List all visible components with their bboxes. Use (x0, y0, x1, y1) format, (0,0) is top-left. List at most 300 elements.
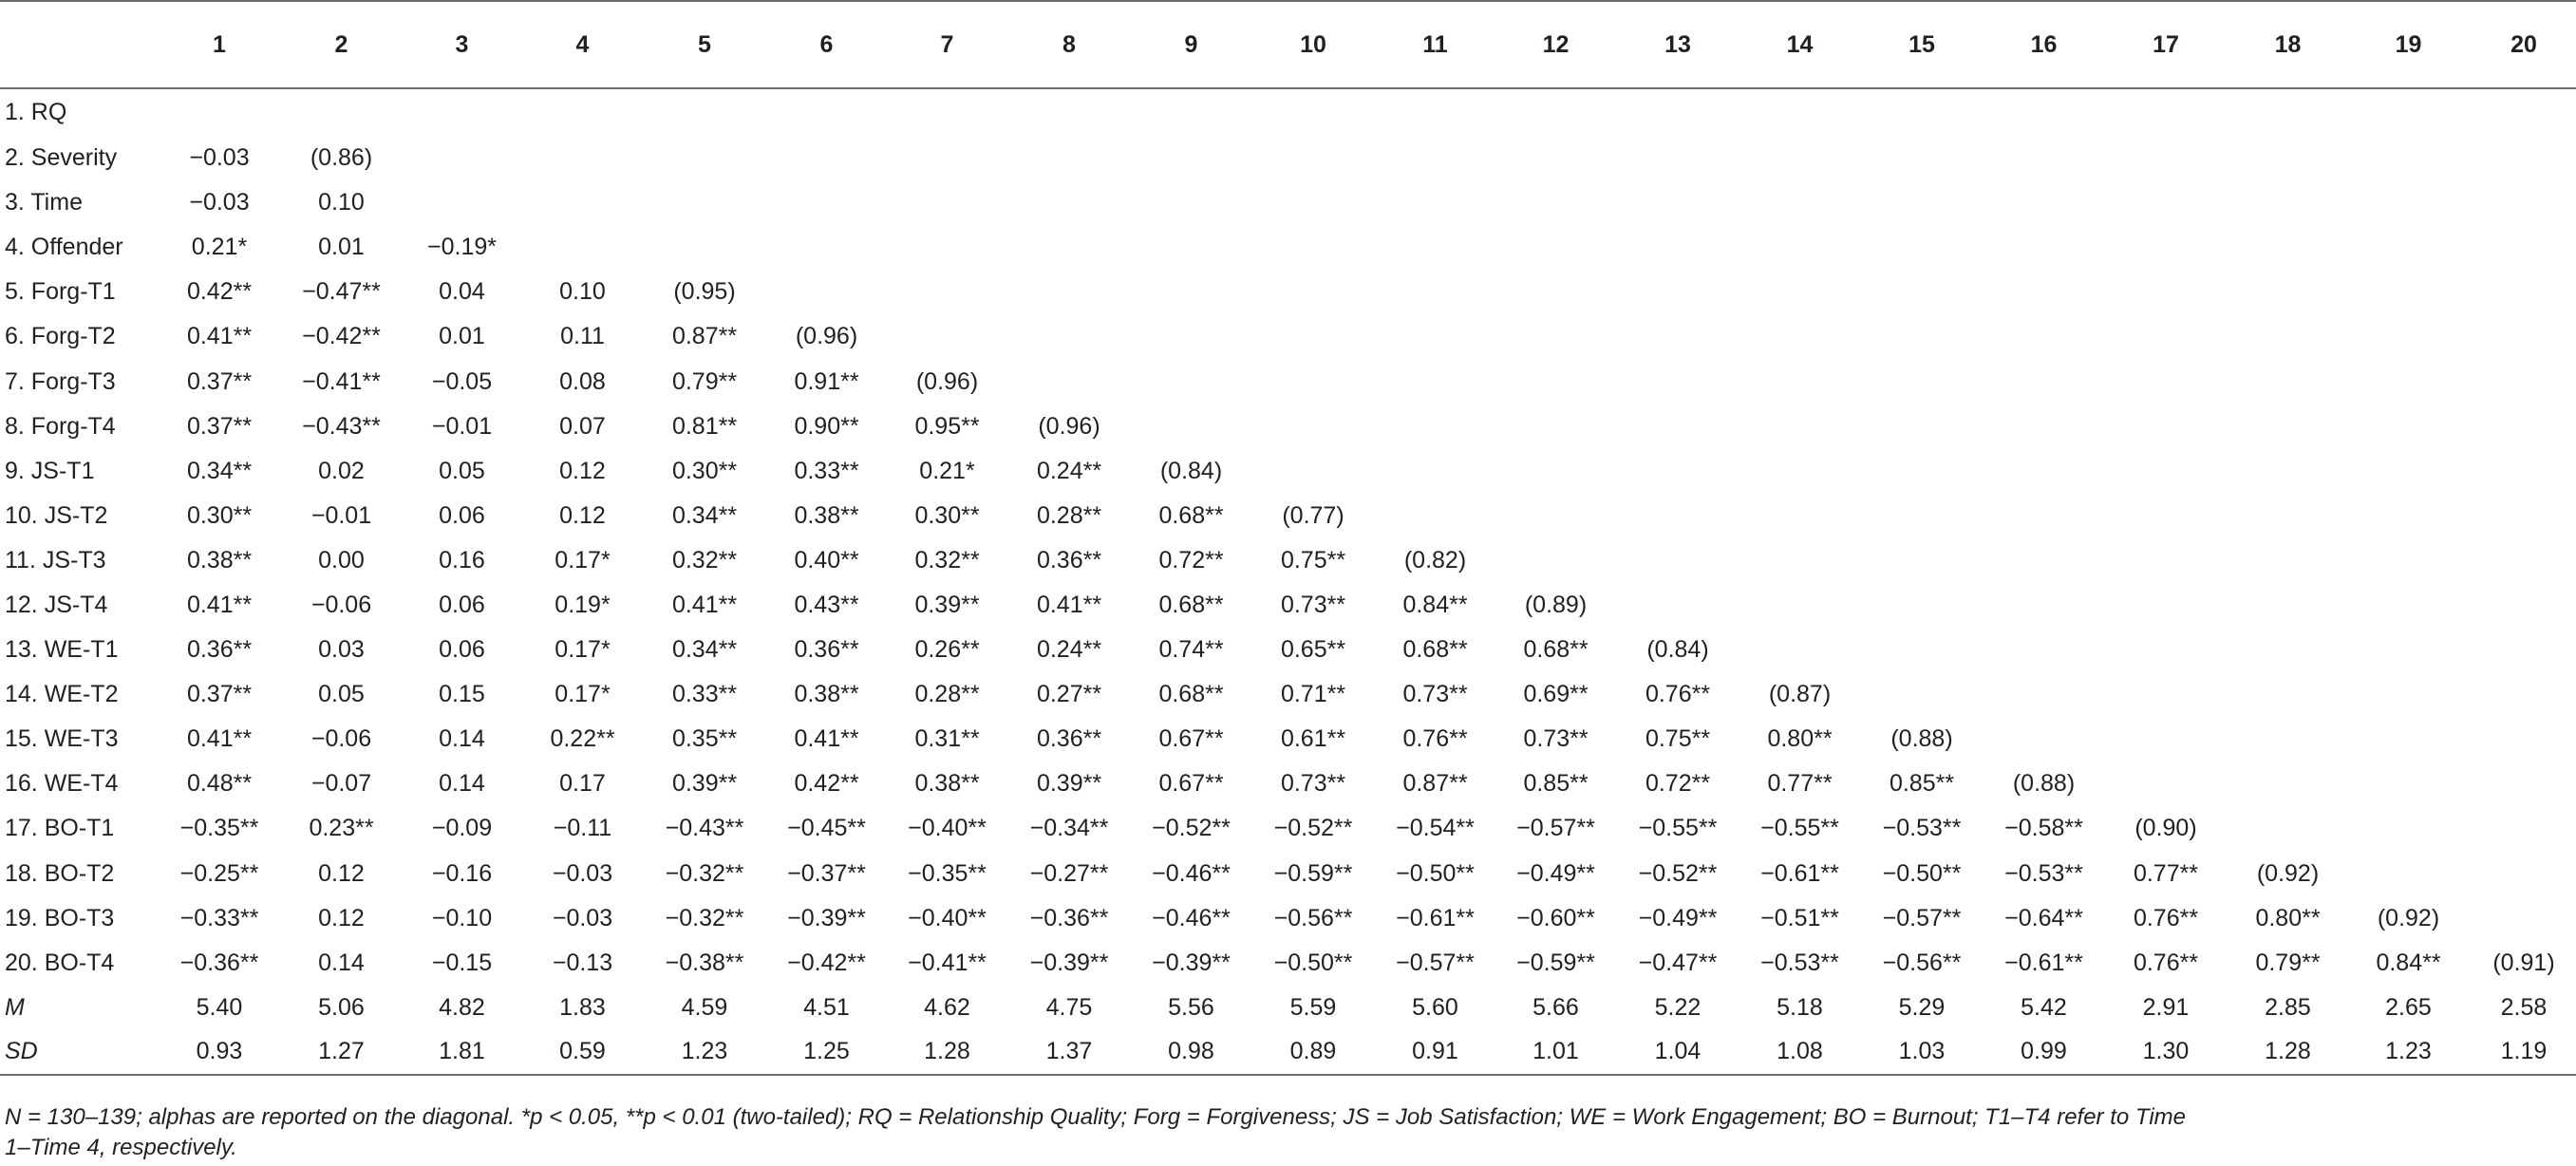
table-body (0, 88, 2576, 1075)
table-cell: (0.88) (1890, 725, 1953, 753)
table-cell: 0.14 (439, 725, 485, 753)
table-cell (1131, 136, 1251, 180)
column-header-7: 7 (887, 1, 1007, 88)
table-cell: 0.87** (671, 323, 738, 350)
table-cell: 5.66 (1532, 993, 1579, 1021)
table-cell: −0.39** (1152, 949, 1231, 976)
table-cell (2348, 672, 2469, 717)
column-header-18: 18 (2228, 1, 2348, 88)
table-row (0, 986, 2576, 1030)
table-cell (2228, 136, 2348, 180)
table-cell: (0.89) (1524, 591, 1588, 618)
table-cell (1375, 314, 1495, 359)
table-cell: 0.38** (794, 501, 859, 529)
table-cell: 0.24** (1036, 636, 1102, 664)
table-cell (1984, 717, 2104, 762)
table-cell: 0.98 (1131, 1030, 1251, 1075)
table-cell (1860, 136, 1984, 180)
table-cell: 0.68** (1158, 591, 1224, 618)
table-cell: 0.30** (914, 501, 980, 529)
table-cell: 5.22 (1654, 993, 1702, 1021)
table-cell (2348, 494, 2469, 538)
table-cell (766, 180, 887, 225)
table-cell: 2.58 (2500, 993, 2548, 1021)
table-cell: 5.60 (1412, 993, 1458, 1021)
table-cell (643, 136, 766, 180)
table-cell (1251, 404, 1375, 449)
column-header-19: 19 (2348, 1, 2469, 88)
table-cell: 0.39** (914, 591, 980, 618)
table-cell (2469, 88, 2576, 136)
table-cell: 0.42** (186, 278, 253, 306)
table-cell: 0.35** (671, 725, 738, 753)
table-cell (2228, 404, 2348, 449)
table-cell (1251, 136, 1375, 180)
row-label: 2. Severity (5, 144, 118, 172)
table-cell (2469, 180, 2576, 225)
table-row (0, 717, 2576, 762)
table-cell: 4.59 (681, 993, 728, 1021)
table-cell (1739, 136, 1860, 180)
table-cell (1616, 404, 1739, 449)
table-cell: 0.15 (439, 681, 485, 708)
table-cell (887, 225, 1007, 270)
table-cell (1375, 225, 1495, 270)
table-cell: 0.90** (794, 412, 859, 440)
table-cell: −0.61** (1396, 904, 1475, 931)
table-cell: −0.55** (1760, 815, 1839, 842)
table-cell (1616, 494, 1739, 538)
table-cell: −0.33** (179, 904, 259, 931)
table-cell (2228, 672, 2348, 717)
column-header-3: 3 (402, 1, 522, 88)
table-cell: −0.50** (1882, 859, 1962, 887)
table-cell: −0.50** (1273, 949, 1353, 976)
table-cell (2348, 762, 2469, 806)
table-cell: 0.67** (1158, 770, 1224, 798)
table-cell (2469, 314, 2576, 359)
table-cell: 5.06 (318, 993, 365, 1021)
table-cell: (0.84) (1646, 636, 1709, 664)
table-cell: 0.68** (1402, 636, 1468, 664)
column-header-15: 15 (1860, 1, 1984, 88)
table-cell: (0.92) (2256, 859, 2320, 887)
table-cell: 0.21* (191, 234, 248, 261)
table-cell: −0.34** (1029, 815, 1109, 842)
footnote-line-2: 1–Time 4, respectively. (5, 1135, 237, 1160)
table-cell (1739, 270, 1860, 314)
table-cell (2348, 852, 2469, 896)
table-cell: 0.06 (439, 636, 485, 664)
table-cell (1495, 494, 1616, 538)
table-cell (2228, 314, 2348, 359)
table-cell (1616, 583, 1739, 628)
table-cell: 0.34** (186, 457, 253, 484)
table-cell (2104, 136, 2228, 180)
row-label: 12. JS-T4 (5, 591, 108, 618)
table-cell: −0.52** (1152, 815, 1231, 842)
table-cell (1251, 180, 1375, 225)
table-cell (2228, 88, 2348, 136)
table-cell: 0.36** (186, 636, 253, 664)
table-cell: −0.61** (2004, 949, 2083, 976)
table-cell (1739, 449, 1860, 494)
table-cell: 1.81 (402, 1030, 522, 1075)
table-cell (1251, 270, 1375, 314)
table-cell (1495, 270, 1616, 314)
table-cell: 0.30** (186, 501, 253, 529)
table-cell (1984, 449, 2104, 494)
table-row (0, 494, 2576, 538)
table-cell: −0.55** (1638, 815, 1718, 842)
table-cell: (0.88) (2012, 770, 2076, 798)
table-row (0, 314, 2576, 359)
table-cell (2228, 806, 2348, 851)
table-cell: 0.67** (1158, 725, 1224, 753)
table-cell: 0.65** (1280, 636, 1346, 664)
table-row (0, 88, 2576, 136)
table-cell: 5.40 (196, 993, 243, 1021)
table-cell (2228, 494, 2348, 538)
table-cell: −0.56** (1882, 949, 1962, 976)
table-cell: −0.35** (908, 859, 987, 887)
table-cell (2104, 494, 2228, 538)
table-cell: −0.03 (552, 859, 613, 887)
table-row (0, 806, 2576, 851)
table-cell (1251, 225, 1375, 270)
table-cell: (0.95) (673, 278, 736, 306)
table-cell: −0.15 (431, 949, 493, 976)
table-cell (1007, 88, 1131, 136)
table-cell (2228, 762, 2348, 806)
table-cell (1131, 270, 1251, 314)
table-cell: 0.73** (1280, 591, 1346, 618)
table-cell: 0.76** (2133, 904, 2199, 931)
column-header-12: 12 (1495, 1, 1616, 88)
table-cell (1616, 136, 1739, 180)
table-cell: 0.28** (914, 681, 980, 708)
table-cell: −0.53** (2004, 859, 2083, 887)
table-cell: 0.14 (439, 770, 485, 798)
table-cell: −0.38** (665, 949, 744, 976)
table-cell: 0.12 (559, 457, 606, 484)
table-cell: −0.11 (553, 815, 612, 842)
table-cell: 0.10 (318, 189, 365, 216)
table-footnote (5, 1102, 2568, 1163)
row-label: 17. BO-T1 (5, 815, 115, 842)
table-cell: 0.91 (1375, 1030, 1495, 1075)
table-cell (1860, 494, 1984, 538)
table-cell (1860, 628, 1984, 672)
table-cell (2469, 538, 2576, 583)
table-cell: (0.91) (2492, 949, 2555, 976)
table-cell: (0.96) (795, 323, 858, 350)
row-label: 19. BO-T3 (5, 904, 115, 931)
row-label: 11. JS-T3 (5, 546, 106, 574)
table-cell: 0.05 (318, 681, 365, 708)
table-cell (1860, 180, 1984, 225)
table-cell (1984, 494, 2104, 538)
table-cell: 0.12 (318, 859, 365, 887)
table-cell (2469, 270, 2576, 314)
table-cell (402, 136, 522, 180)
table-cell (1616, 88, 1739, 136)
table-cell (2348, 270, 2469, 314)
table-cell: 1.23 (2348, 1030, 2469, 1075)
table-cell: 0.91** (794, 367, 859, 395)
table-cell (1007, 180, 1131, 225)
table-cell: 0.34** (671, 501, 738, 529)
table-cell (2348, 136, 2469, 180)
column-header-1: 1 (158, 1, 281, 88)
table-cell (2469, 628, 2576, 672)
table-cell: 0.33** (794, 457, 859, 484)
table-cell (1739, 180, 1860, 225)
table-cell: 0.24** (1036, 457, 1102, 484)
table-cell: 1.03 (1860, 1030, 1984, 1075)
table-cell (1984, 136, 2104, 180)
table-cell (1616, 225, 1739, 270)
table-row (0, 538, 2576, 583)
table-cell: −0.57** (1882, 904, 1962, 931)
table-cell (1984, 225, 2104, 270)
table-cell: 0.23** (309, 815, 374, 842)
table-cell (1007, 225, 1131, 270)
table-cell: 0.12 (559, 501, 606, 529)
table-cell (1375, 449, 1495, 494)
table-cell: (0.82) (1403, 546, 1467, 574)
table-cell: −0.57** (1516, 815, 1595, 842)
table-cell: 0.71** (1280, 681, 1346, 708)
table-cell (1984, 628, 2104, 672)
table-cell: 0.80** (2255, 904, 2321, 931)
table-cell: 0.41** (186, 323, 253, 350)
table-cell (766, 225, 887, 270)
table-cell (2469, 225, 2576, 270)
table-cell (2348, 359, 2469, 404)
table-cell (2104, 583, 2228, 628)
footnote-line-1: N = 130–139; alphas are reported on the diagonal. *p < 0.05, **p < 0.01 (two-tailed); RQ = Relationship Quality; Forg = Forgiveness; JS = Job Satisfaction; WE = Work Engagement; BO = Burnout; T1–T4 refer to Time (5, 1104, 2187, 1130)
table-cell: (0.86) (310, 144, 373, 172)
table-cell (2469, 896, 2576, 941)
table-cell: 2.65 (2385, 993, 2432, 1021)
table-cell (1495, 449, 1616, 494)
table-cell (1007, 270, 1131, 314)
table-cell: 0.37** (186, 681, 253, 708)
table-cell: −0.56** (1273, 904, 1353, 931)
table-cell: −0.32** (665, 859, 744, 887)
table-cell: 0.17* (555, 636, 611, 664)
row-label: 9. JS-T1 (5, 457, 95, 484)
table-row (0, 1030, 2576, 1075)
table-cell: 0.38** (794, 681, 859, 708)
column-header-9: 9 (1131, 1, 1251, 88)
table-cell: 0.43** (794, 591, 859, 618)
table-row (0, 359, 2576, 404)
table-cell: 0.17* (555, 546, 611, 574)
table-cell: 0.95** (914, 412, 980, 440)
table-cell (522, 225, 643, 270)
table-cell (1739, 88, 1860, 136)
table-cell: −0.35** (179, 815, 259, 842)
table-cell: 0.27** (1036, 681, 1102, 708)
table-cell (522, 180, 643, 225)
column-header-4: 4 (522, 1, 643, 88)
table-cell: 1.27 (281, 1030, 402, 1075)
table-cell: 0.41** (186, 725, 253, 753)
table-cell: 0.19* (555, 591, 611, 618)
table-cell: 0.01 (439, 323, 485, 350)
table-cell: −0.19* (427, 234, 497, 261)
table-cell (1251, 359, 1375, 404)
table-cell: −0.39** (1029, 949, 1109, 976)
table-cell: −0.47** (1638, 949, 1718, 976)
table-cell (1375, 404, 1495, 449)
table-cell: −0.27** (1029, 859, 1109, 887)
column-header-2: 2 (281, 1, 402, 88)
table-cell: 0.77** (1767, 770, 1833, 798)
table-cell: 0.31** (914, 725, 980, 753)
table-cell: 0.30** (671, 457, 738, 484)
table-row (0, 225, 2576, 270)
table-cell (2469, 717, 2576, 762)
table-cell (2469, 806, 2576, 851)
table-cell: 1.83 (559, 993, 606, 1021)
table-cell: −0.01 (310, 501, 372, 529)
table-cell: −0.42** (302, 323, 381, 350)
table-cell: −0.58** (2004, 815, 2083, 842)
table-cell: 0.17 (559, 770, 606, 798)
table-cell: −0.57** (1396, 949, 1475, 976)
table-cell (1739, 359, 1860, 404)
table-cell (1860, 225, 1984, 270)
table-cell: 4.51 (803, 993, 850, 1021)
table-cell: −0.36** (1029, 904, 1109, 931)
table-cell (1495, 359, 1616, 404)
table-cell (2469, 494, 2576, 538)
column-header-16: 16 (1984, 1, 2104, 88)
table-cell (1860, 314, 1984, 359)
table-cell: 0.21* (919, 457, 975, 484)
table-cell (1495, 314, 1616, 359)
table-cell (1860, 88, 1984, 136)
table-cell (2104, 404, 2228, 449)
table-cell: −0.45** (787, 815, 866, 842)
table-cell: 0.93 (158, 1030, 281, 1075)
table-cell (1739, 494, 1860, 538)
table-cell: 0.76** (2133, 949, 2199, 976)
table-cell: −0.37** (787, 859, 866, 887)
table-cell: 4.82 (439, 993, 485, 1021)
table-cell (1375, 359, 1495, 404)
table-cell: 0.74** (1158, 636, 1224, 664)
table-cell: 5.18 (1777, 993, 1823, 1021)
table-cell: 0.32** (671, 546, 738, 574)
table-cell (1739, 404, 1860, 449)
table-cell (887, 314, 1007, 359)
table-cell: 0.61** (1280, 725, 1346, 753)
table-cell: 0.06 (439, 591, 485, 618)
table-cell (2104, 628, 2228, 672)
table-row (0, 136, 2576, 180)
table-cell (1495, 225, 1616, 270)
table-cell: 0.80** (1767, 725, 1833, 753)
table-cell: 2.85 (2265, 993, 2311, 1021)
table-cell (1984, 314, 2104, 359)
column-header-20: 20 (2469, 1, 2576, 88)
table-cell: −0.03 (552, 904, 613, 931)
table-cell (1616, 314, 1739, 359)
table-row (0, 180, 2576, 225)
table-cell (1131, 180, 1251, 225)
table-cell: −0.09 (431, 815, 493, 842)
column-header-11: 11 (1375, 1, 1495, 88)
table-cell: 0.41** (1036, 591, 1102, 618)
table-cell (2348, 314, 2469, 359)
table-cell: −0.41** (302, 367, 381, 395)
row-label: 1. RQ (5, 99, 67, 125)
table-cell: 0.17* (555, 681, 611, 708)
table-cell: 0.72** (1645, 770, 1711, 798)
table-cell (2348, 538, 2469, 583)
table-cell (1739, 628, 1860, 672)
table-cell (1739, 538, 1860, 583)
table-cell: 1.37 (1007, 1030, 1131, 1075)
table-cell (1251, 314, 1375, 359)
table-cell: −0.16 (431, 859, 493, 887)
table-cell: 0.02 (318, 457, 365, 484)
table-cell (1375, 180, 1495, 225)
table-cell (1495, 538, 1616, 583)
table-cell (2348, 628, 2469, 672)
table-cell (1616, 180, 1739, 225)
row-label: 8. Forg-T4 (5, 412, 116, 440)
table-row (0, 762, 2576, 806)
table-cell (1860, 672, 1984, 717)
table-cell (1007, 314, 1131, 359)
table-cell (1984, 270, 2104, 314)
table-cell: 0.89 (1251, 1030, 1375, 1075)
table-cell: 0.08 (559, 367, 606, 395)
table-cell: (0.96) (1038, 412, 1100, 440)
table-cell (2104, 538, 2228, 583)
table-cell: 0.79** (2255, 949, 2321, 976)
table-cell: 0.76** (1645, 681, 1711, 708)
table-cell: 0.38** (186, 546, 253, 574)
table-cell (1739, 225, 1860, 270)
table-cell (1984, 672, 2104, 717)
table-cell (887, 270, 1007, 314)
table-cell (402, 180, 522, 225)
table-cell: 0.36** (1036, 546, 1102, 574)
table-cell: (0.96) (915, 367, 979, 395)
table-cell (1131, 225, 1251, 270)
table-cell: −0.64** (2004, 904, 2083, 931)
table-cell: −0.43** (665, 815, 744, 842)
table-cell (2469, 852, 2576, 896)
table-cell: 0.39** (1036, 770, 1102, 798)
column-header-10: 10 (1251, 1, 1375, 88)
table-row (0, 672, 2576, 717)
table-cell (2228, 180, 2348, 225)
table-cell (2228, 628, 2348, 672)
table-cell (1616, 449, 1739, 494)
table-cell (2104, 270, 2228, 314)
row-label: 6. Forg-T2 (5, 323, 116, 350)
table-cell: 2.91 (2142, 993, 2190, 1021)
table-header-row (0, 1, 2576, 88)
row-label: 14. WE-T2 (5, 681, 119, 708)
